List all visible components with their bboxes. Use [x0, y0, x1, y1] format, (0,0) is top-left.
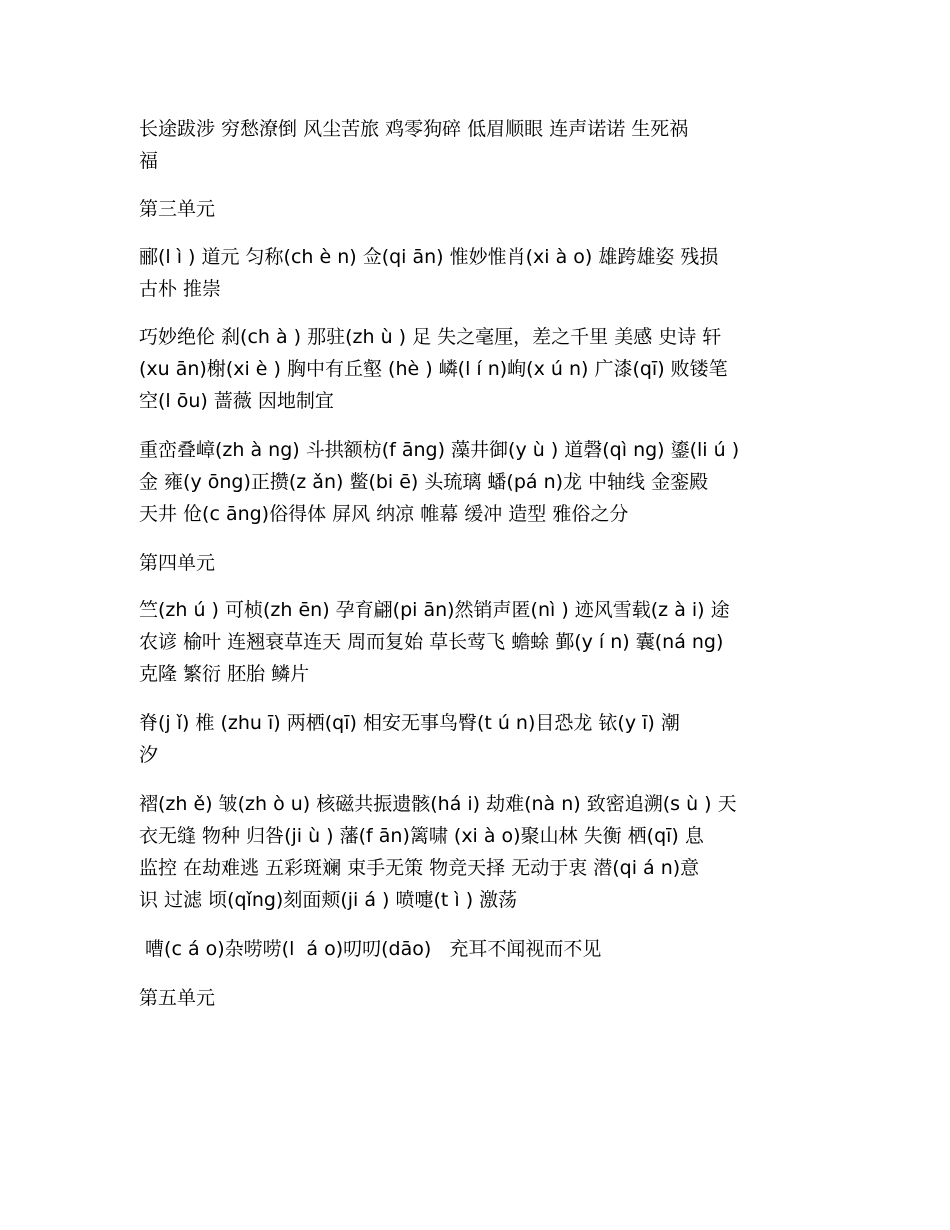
paragraph-unit3-c — [139, 434, 839, 530]
text-line: 衣无缝 物种 归咎(ji ù ) 藩(f ān)篱啸 (xi à o)聚山林 失衡 栖(qī) 息 — [139, 825, 704, 847]
unit-heading-3 — [139, 193, 839, 225]
paragraph-unit3-b — [139, 321, 839, 417]
text-line: 竺(zh ú ) 可桢(zh ēn) 孕育翩(pi ān)然销声匿(nì ) 迹风雪载(z à i) 途 — [139, 599, 730, 621]
text-line: 汐 — [139, 744, 159, 766]
paragraph-unit4-c — [139, 788, 839, 916]
paragraph-unit4-a — [139, 594, 839, 690]
unit-heading-4 — [139, 547, 839, 579]
text-line: 金 雍(y ōng)正攒(z ǎn) 鳖(bi ē) 头琉璃 蟠(pá n)龙 中轴线 金銮殿 — [139, 471, 709, 493]
text-line: 空(l ōu) 蔷薇 因地制宜 — [139, 390, 334, 412]
text-line: 天井 伧(c āng)俗得体 屏风 纳凉 帷幕 缓冲 造型 雅俗之分 — [139, 503, 629, 525]
text-line: (xu ān)榭(xi è ) 胸中有丘壑 (hè ) 嶙(l í n)峋(x ú n) 广漆(qī) 败镂笔 — [139, 358, 728, 380]
section-heading: 第三单元 — [139, 198, 216, 220]
section-heading: 第五单元 — [139, 987, 216, 1009]
text-line: 监控 在劫难逃 五彩斑斓 束手无策 物竞天择 无动于衷 潜(qi á n)意 — [139, 857, 700, 879]
text-line: 郦(l ì ) 道元 匀称(ch è n) 佥(qi ān) 惟妙惟肖(xi à o) 雄跨雄姿 残损 — [139, 246, 719, 268]
text-line: 克隆 繁衍 胚胎 鳞片 — [139, 663, 310, 685]
text-line: 识 过滤 顷(qǐng)刻面颊(ji á ) 喷嚏(t ì ) 激荡 — [139, 889, 518, 911]
text-line: 长途跋涉 穷愁潦倒 风尘苦旅 鸡零狗碎 低眉顺眼 连声诺诺 生死祸 — [139, 118, 689, 140]
text-line: 脊(j ǐ) 椎 (zhu ī) 两栖(qī) 相安无事鸟臀(t ú n)目恐龙 铱(y ī) 潮 — [139, 712, 680, 734]
unit-heading-5 — [139, 982, 839, 1014]
text-line: 嘈(c á o)杂唠唠(l á o)叨叨(dāo) 充耳不闻视而不见 — [139, 938, 602, 960]
text-line: 福 — [139, 150, 159, 172]
text-line: 褶(zh ě) 皱(zh ò u) 核磁共振遗骸(há i) 劫难(nà n) 致密追溯(s ù ) 天 — [139, 793, 737, 815]
text-line: 农谚 榆叶 连翘衰草连天 周而复始 草长莺飞 蟾蜍 鄞(y í n) 囊(ná ng) — [139, 631, 724, 653]
text-line: 重峦叠嶂(zh à ng) 斗拱额枋(f āng) 藻井御(y ù ) 道磬(qì ng) 鎏(li ú ) — [139, 439, 740, 461]
paragraph-unit4-d — [139, 933, 839, 965]
paragraph-unit4-b — [139, 707, 839, 771]
section-heading: 第四单元 — [139, 552, 216, 574]
text-line: 古朴 推崇 — [139, 278, 222, 300]
paragraph-unit3-a — [139, 241, 839, 305]
text-line: 巧妙绝伦 刹(ch à ) 那驻(zh ù ) 足 失之毫厘，差之千里 美感 史诗 轩 — [139, 326, 722, 348]
paragraph-idioms — [139, 113, 839, 177]
